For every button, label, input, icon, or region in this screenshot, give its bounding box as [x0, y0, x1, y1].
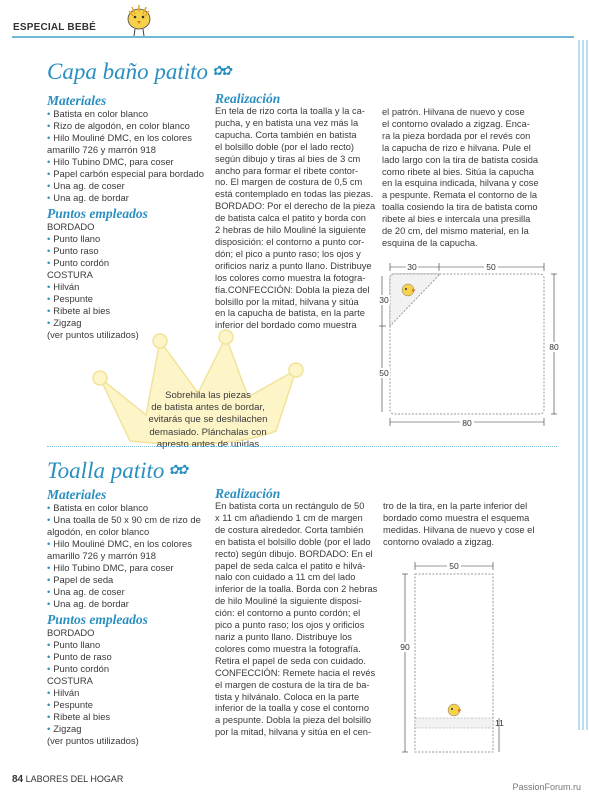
text-line: en batista el bolsillo doble (por el lado [215, 536, 371, 547]
puntos-note: (ver puntos utilizados) [47, 329, 139, 340]
text-line: bordado como muestra el esquema [383, 512, 530, 523]
flower-icon: ✿✿ [168, 462, 187, 477]
text-line: bolsillo por la mitad, hilvana y sitúa [215, 296, 359, 307]
text-line: los colores como muestra la fotogra- [215, 272, 366, 283]
text-line: por la mitad, hilvana y sitúa en el cen- [215, 727, 372, 738]
text-line: la capucha de rizo e hilvana. Pule el [382, 142, 531, 153]
text-line: de 20 cm, del mismo material, en la [382, 226, 529, 237]
toalla-realizacion-col2 [383, 501, 561, 549]
text-line: el margen de costura de la tira de ba- [215, 679, 370, 690]
magazine-name: LABORES DEL HOGAR [25, 774, 124, 784]
text-line: contorno ovalado a zigzag. [383, 536, 495, 547]
list-item: • Hilo Mouliné DMC, en los colores [47, 538, 215, 550]
dim-bottom: 80 [462, 418, 472, 428]
toalla-materials-list [47, 502, 215, 610]
list-item: • Zigzag [47, 723, 215, 735]
text-line: inferior de la toalla. Borda con 2 hebras [215, 584, 378, 595]
capa-materials-list [47, 108, 212, 204]
capa-realizacion-col2 [382, 107, 560, 250]
list-item: • Papel de seda [47, 574, 215, 586]
capa-realizacion-text-1 [215, 106, 380, 332]
text-line: de batista calca el patito y borda con [215, 213, 366, 224]
text-line: toalla cosiendo la tira de batista como [382, 202, 538, 213]
text-line: el patrón. Hilvana de nuevo y cose [382, 107, 525, 117]
dim-right: 11 [495, 718, 504, 728]
text-line: a pespunte. Remata el contorno de la [382, 190, 538, 201]
costura-label: COSTURA [47, 269, 93, 280]
list-item: • Hilo Tubino DMC, para coser [47, 562, 215, 574]
text-line: Retira el papel de seda con cuidado. [215, 655, 366, 666]
list-item: • Ribete al bies [47, 711, 215, 723]
bordado-label: BORDADO [47, 221, 95, 232]
toalla-title: Toalla patito ✿✿ [47, 458, 187, 483]
text-line: colores como muestra la fotografía. [215, 643, 361, 654]
text-line: recto) según dibujo. BORDADO: En el [215, 548, 373, 559]
section-divider [47, 446, 557, 447]
text-line: ción: el contorno a punto cordón; el [215, 608, 361, 619]
note-line: de batista antes de bordar, [151, 402, 265, 414]
list-item: • Punto de raso [47, 651, 215, 663]
text-line: pucha, y en batista una vez más la [215, 117, 359, 128]
text-line: el contorno ovalado a zigzag. Enca- [382, 118, 530, 129]
toalla-materials-block [47, 487, 215, 747]
toalla-realizacion-col1 [215, 486, 381, 739]
toalla-realizacion-text-2 [383, 501, 561, 549]
text-line: disposición: el contorno a punto cor- [215, 236, 365, 247]
text-line: medidas. Hilvana de nuevo y cose el [383, 524, 535, 535]
crown-note [128, 390, 288, 451]
list-item: algodón, en color blanco [47, 526, 150, 537]
toalla-pattern-diagram [395, 558, 505, 758]
text-line: nariz a punto llano. Distribuye los [215, 631, 352, 642]
text-line: En tela de rizo corta la toalla y la ca- [215, 106, 365, 116]
dim-left: 50 [379, 368, 389, 378]
text-line: 2 hebras de hilo Mouliné la siguiente [215, 225, 366, 236]
text-line: lado largo con la tira de batista cosida [382, 154, 539, 165]
capa-puntos-heading: Puntos empleados [47, 206, 148, 221]
page-footer [12, 774, 123, 785]
note-line: demasiado. Plánchalas con [149, 426, 267, 438]
text-line: dón; el pico a punto raso; los ojos y [215, 248, 361, 259]
list-item: • Pespunte [47, 699, 215, 711]
capa-pattern-diagram [378, 258, 568, 433]
list-item: • Una ag. de coser [47, 586, 215, 598]
text-line: nalo con cuidado a 11 cm del lado [215, 572, 356, 583]
text-line: capucha. Corta también en batista [215, 129, 357, 140]
list-item: • Una ag. de coser [47, 180, 212, 192]
text-line: x 11 cm añadiendo 1 cm de margen [215, 512, 363, 523]
text-line: no. El margen de costura de 0,5 cm [215, 177, 363, 188]
watermark: PassionForum.ru [512, 782, 581, 792]
costura-label: COSTURA [47, 675, 93, 686]
text-line: a pespunte. Dobla la pieza del bolsillo [215, 715, 372, 726]
text-line: En batista corta un rectángulo de 50 [215, 501, 365, 511]
text-line: esquina de la capucha. [382, 237, 478, 248]
dim-top-left: 30 [407, 262, 417, 272]
text-line: BORDADO: Por el derecho de la pieza [215, 201, 376, 212]
list-item: • Ribete al bies [47, 305, 212, 317]
bordado-label: BORDADO [47, 627, 95, 638]
text-line: como ribete al bies. Sitúa la capucha [382, 166, 534, 177]
puntos-note: (ver puntos utilizados) [47, 735, 139, 746]
toalla-realizacion-heading: Realización [215, 486, 281, 501]
list-item: • Punto llano [47, 639, 215, 651]
text-line: ancho para formar el ribete contor- [215, 165, 359, 176]
text-line: orificios nariz a punto llano. Distribuye [215, 260, 372, 271]
list-item: • Punto llano [47, 233, 212, 245]
list-item: • Pespunte [47, 293, 212, 305]
text-line: está contemplado en todas las piezas. [215, 189, 374, 200]
text-line: en la esquina indicada, hilvana y cose [382, 178, 539, 189]
list-item: • Rizo de algodón, en color blanco [47, 120, 212, 132]
list-item: • Una toalla de 50 x 90 cm de rizo de [47, 514, 215, 526]
dim-top: 50 [449, 561, 459, 571]
note-line: evitarás que se deshilachen [148, 414, 268, 426]
dim-top-right: 50 [486, 262, 496, 272]
list-item: • Hilván [47, 281, 212, 293]
note-line: Sobrehila las piezas [165, 390, 251, 401]
chick-logo-icon [124, 2, 154, 38]
text-line: de hilo Mouliné la siguiente disposi- [215, 596, 362, 607]
toalla-realizacion-text-1 [215, 501, 381, 739]
toalla-puntos-list [47, 627, 215, 747]
text-line: papel de seda calca el patito e hilvá- [215, 560, 366, 571]
list-item: amarillo 726 y marrón 918 [47, 144, 156, 155]
capa-realizacion-col1 [215, 91, 380, 332]
text-line: el bolsillo doble (por el lado recto) [215, 141, 355, 152]
section-label: ESPECIAL BEBÉ [13, 22, 96, 33]
list-item: • Una ag. de bordar [47, 192, 212, 204]
text-line: inferior del bordado como muestra [215, 320, 357, 331]
dim-left: 90 [400, 642, 410, 652]
list-item: • Hilo Mouliné DMC, en los colores [47, 132, 212, 144]
text-line: de costura alrededor. Corta también [215, 524, 364, 535]
list-item: • Una ag. de bordar [47, 598, 215, 610]
list-item: amarillo 726 y marrón 918 [47, 550, 156, 561]
dim-left-small: 30 [379, 295, 389, 305]
edge-stripes [578, 40, 589, 730]
list-item: • Punto cordón [47, 663, 215, 675]
capa-title: Capa baño patito ✿✿ [47, 59, 230, 84]
list-item: • Batista en color blanco [47, 108, 212, 120]
list-item: • Punto raso [47, 245, 212, 257]
list-item: • Batista en color blanco [47, 502, 215, 514]
text-line: tista y hilvánalo. Coloca en la parte [215, 691, 360, 702]
page-number: 84 [12, 774, 24, 785]
text-line: en la capucha de batista, en la parte [215, 308, 365, 319]
text-line: tro de la tira, en la parte inferior del [383, 501, 528, 511]
capa-materials-block [47, 93, 212, 341]
text-line: ra la pieza bordada por el revés con [382, 130, 531, 141]
header-rule [12, 36, 574, 38]
text-line: inferior de la toalla y cose el contorno [215, 703, 370, 714]
list-item: • Zigzag [47, 317, 212, 329]
flower-icon: ✿✿ [212, 63, 230, 78]
capa-materiales-heading: Materiales [47, 93, 107, 108]
text-line: pico a punto raso; los ojos y orificios [215, 620, 365, 631]
dim-right: 80 [549, 342, 559, 352]
list-item: • Punto cordón [47, 257, 212, 269]
list-item: • Hilo Tubino DMC, para coser [47, 156, 212, 168]
text-line: fía.CONFECCIÓN: Dobla la pieza del [215, 284, 370, 295]
text-line: ribete al bies e intercala una presilla [382, 214, 531, 225]
list-item: • Hilván [47, 687, 215, 699]
list-item: • Papel carbón especial para bordado [47, 168, 212, 180]
toalla-materiales-heading: Materiales [47, 487, 107, 502]
note-line: apresto antes de unirlas [156, 438, 260, 450]
toalla-puntos-heading: Puntos empleados [47, 612, 148, 627]
text-line: CONFECCIÓN: Remete hacia el revés [215, 667, 376, 678]
capa-realizacion-text-2 [382, 107, 560, 250]
text-line: según dibujo y tiras al bies de 3 cm [215, 153, 361, 164]
capa-realizacion-heading: Realización [215, 91, 281, 106]
